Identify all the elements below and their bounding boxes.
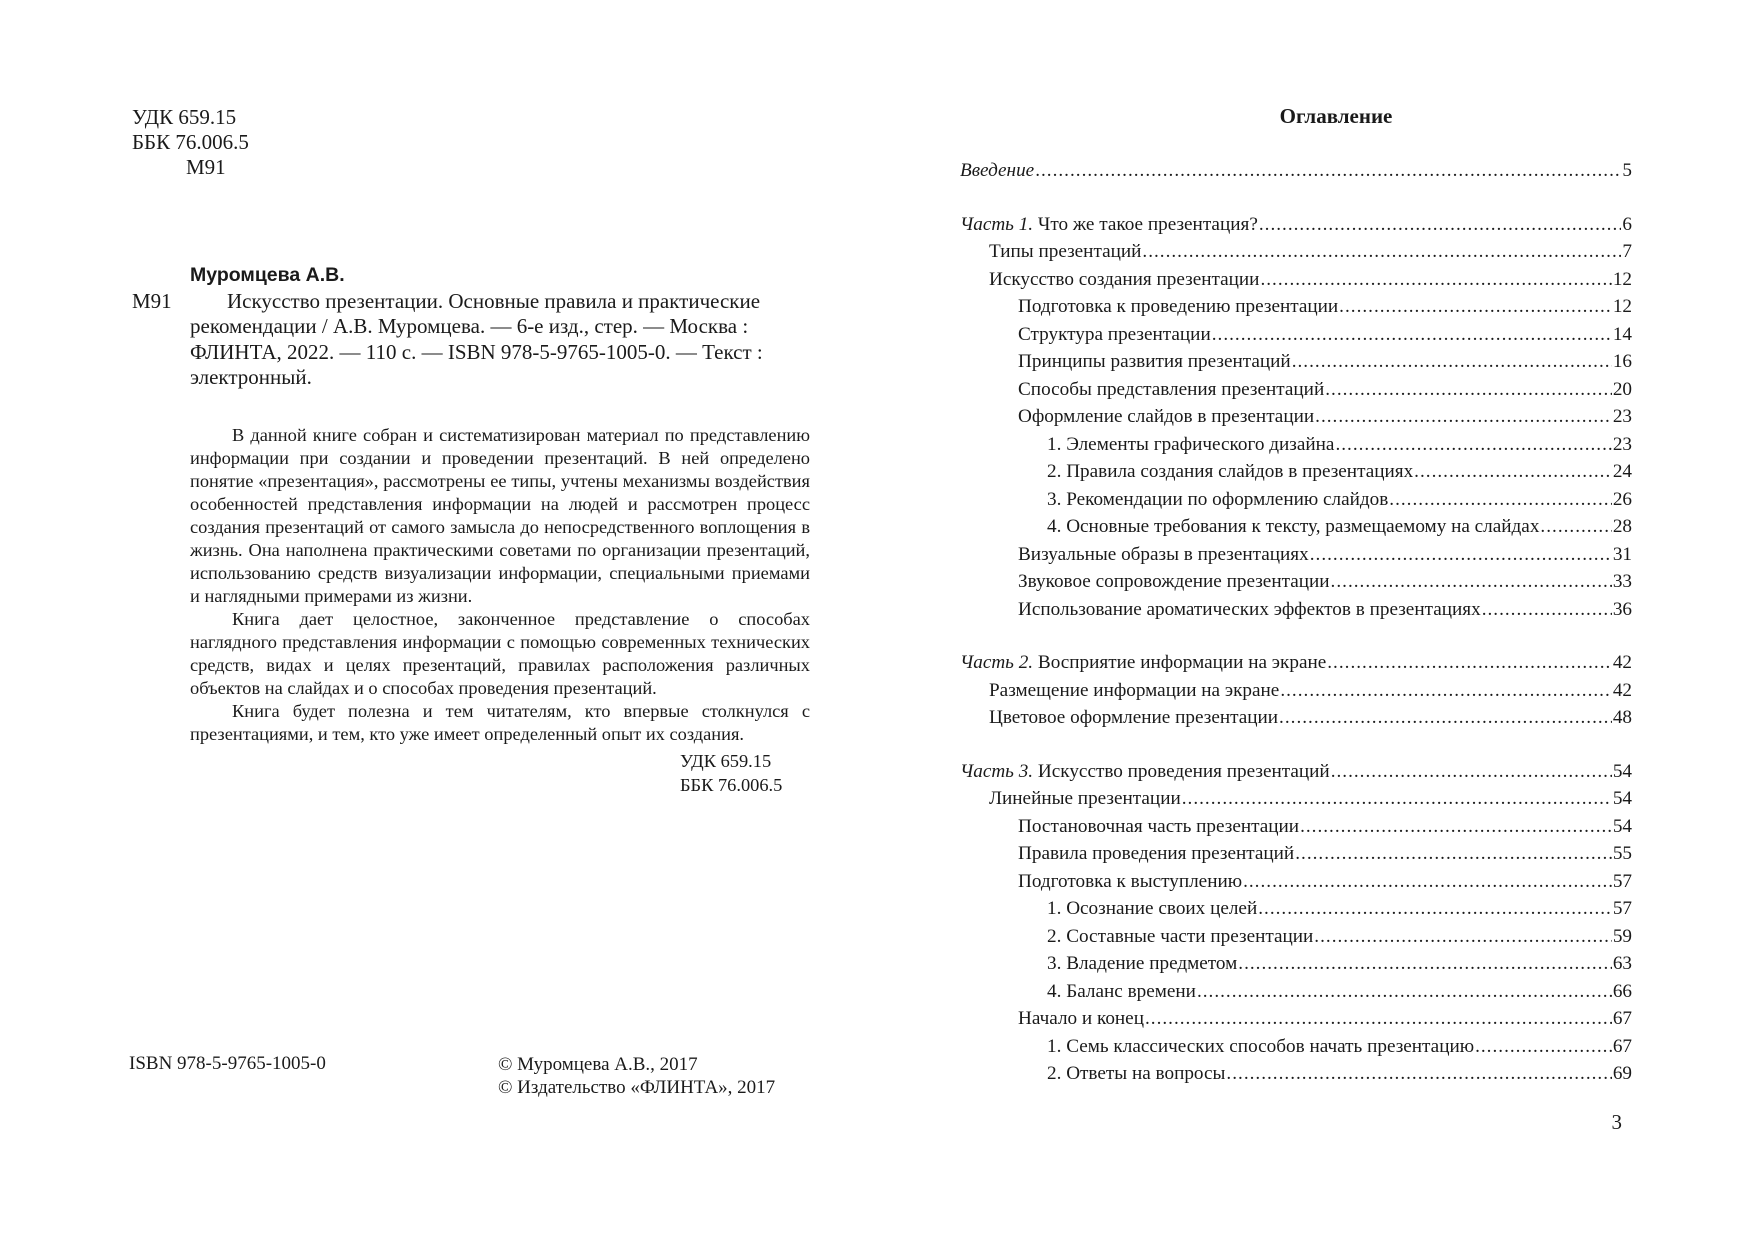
toc-entry-text: Подготовка к проведению презентации — [1018, 296, 1339, 317]
toc-entry-title — [1047, 516, 1539, 538]
toc-page-number: 69 — [1612, 1063, 1632, 1084]
toc-leader-dots — [1142, 241, 1621, 263]
entry-author-mark: М91 — [132, 288, 172, 313]
toc-page-number: 57 — [1612, 898, 1632, 919]
toc-entry — [960, 953, 1632, 981]
toc-entry-prefix: Часть 1. — [960, 213, 1034, 235]
toc-entry-title — [1047, 926, 1313, 948]
toc-entry — [960, 1008, 1632, 1036]
toc-entry-title — [960, 214, 1258, 236]
toc-leader-dots — [1414, 461, 1612, 483]
toc-entry-title — [1018, 544, 1309, 566]
toc-entry — [960, 214, 1632, 242]
toc-leader-dots — [1335, 434, 1611, 456]
toc-page-number: 36 — [1612, 598, 1632, 620]
toc-entry-title — [1018, 571, 1330, 593]
toc-page-number: 12 — [1612, 296, 1632, 317]
toc-leader-dots — [1035, 160, 1621, 182]
toc-entry-title — [1047, 434, 1334, 456]
toc-entry-text: Подготовка к выступлению — [1018, 870, 1243, 892]
toc-entry-title — [1047, 898, 1257, 920]
toc-entry-text: Визуальные образы в презентациях — [1018, 543, 1309, 565]
toc-entry — [960, 1036, 1632, 1064]
toc-entry-title — [1047, 461, 1413, 483]
toc-entry-title — [1018, 324, 1211, 346]
toc-entry-text: 2. Составные части презентации — [1047, 925, 1314, 947]
toc-entry — [960, 269, 1632, 297]
toc-entry-title — [989, 269, 1259, 291]
toc-entry-title — [1047, 489, 1388, 511]
toc-leader-dots — [1259, 214, 1622, 236]
toc-entry — [960, 571, 1632, 599]
toc-entry — [960, 241, 1632, 269]
annotation-bbk: ББК 76.006.5 — [680, 775, 783, 795]
toc-leader-dots — [1226, 1063, 1611, 1085]
toc-entry-prefix: Часть 2. — [960, 652, 1034, 673]
toc-entry-title — [1018, 1008, 1144, 1030]
toc-page-number: 23 — [1612, 406, 1632, 427]
toc-entry-text: 1. Элементы графического дизайна — [1047, 433, 1335, 455]
toc-entry-text: 4. Основные требования к тексту, размещаемому на слайдах — [1047, 516, 1540, 537]
table-of-contents — [960, 160, 1632, 1091]
toc-entry — [960, 489, 1632, 517]
toc-entry — [960, 788, 1632, 816]
toc-leader-dots — [1310, 544, 1612, 566]
right-page — [877, 0, 1755, 1240]
annotation-codes — [190, 749, 810, 797]
toc-entry — [960, 652, 1632, 680]
toc-leader-dots — [1295, 843, 1612, 865]
author-heading: Муромцева А.В. — [190, 264, 345, 286]
toc-leader-dots — [1279, 707, 1612, 729]
toc-leader-dots — [1182, 788, 1612, 810]
toc-page-number: 5 — [1622, 160, 1632, 181]
toc-leader-dots — [1280, 680, 1611, 702]
toc-page-number: 12 — [1612, 268, 1632, 290]
toc-entry-title — [1018, 599, 1481, 621]
isbn: ISBN 978-5-9765-1005-0 — [129, 1053, 326, 1074]
toc-entry-title — [989, 680, 1279, 702]
toc-entry-text: Правила проведения презентаций — [1018, 843, 1295, 864]
entry-line: Искусство презентации. Основные правила и практические — [227, 288, 761, 313]
toc-entry-text: Принципы развития презентаций — [1018, 351, 1291, 372]
toc-page-number: 16 — [1612, 351, 1632, 372]
toc-entry — [960, 680, 1632, 708]
toc-entry-title — [1047, 1036, 1474, 1058]
toc-entry-text: 1. Осознание своих целей — [1047, 898, 1258, 919]
toc-page-number: 14 — [1612, 323, 1632, 345]
toc-page-number: 67 — [1612, 1008, 1632, 1029]
toc-page-number: 24 — [1612, 461, 1632, 482]
toc-entry-text: Начало и конец — [1018, 1008, 1144, 1029]
toc-page-number: 54 — [1612, 760, 1632, 782]
toc-leader-dots — [1540, 516, 1611, 538]
annotation-udk: УДК 659.15 — [680, 751, 772, 771]
toc-entry — [960, 707, 1632, 735]
toc-entry-title — [1018, 406, 1314, 428]
toc-entry-prefix: Часть 3. — [960, 760, 1034, 782]
udk-code: УДК 659.15 — [132, 105, 237, 129]
toc-leader-dots — [1145, 1008, 1612, 1030]
toc-entry-text: Структура презентации — [1018, 323, 1211, 345]
toc-page-number: 59 — [1612, 925, 1632, 947]
toc-entry — [960, 544, 1632, 572]
toc-entry-text: Использование ароматических эффектов в презентациях — [1018, 598, 1481, 620]
toc-leader-dots — [1243, 871, 1612, 893]
toc-entry-text: Восприятие информации на экране — [1037, 652, 1327, 673]
toc-entry-title — [1018, 843, 1294, 865]
toc-entry-title — [960, 652, 1326, 674]
toc-entry-text: Звуковое сопровождение презентации — [1018, 571, 1330, 592]
copyright-author: © Муромцева А.В., 2017 — [498, 1054, 698, 1075]
toc-entry — [960, 379, 1632, 407]
toc-leader-dots — [1260, 269, 1611, 291]
toc-leader-dots — [1327, 652, 1612, 674]
toc-entry-title — [1047, 1063, 1225, 1085]
toc-entry-text: 4. Баланс времени — [1047, 980, 1196, 1002]
toc-entry-text: 1. Семь классических способов начать презентацию — [1047, 1035, 1475, 1057]
left-page — [0, 0, 877, 1240]
toc-leader-dots — [1315, 406, 1612, 428]
toc-page-number: 55 — [1612, 843, 1632, 864]
entry-line: электронный. — [190, 365, 312, 389]
toc-entry-prefix: Введение — [960, 160, 1035, 181]
toc-page-number: 54 — [1612, 815, 1632, 837]
toc-entry-title — [1018, 379, 1324, 401]
toc-page-number: 48 — [1612, 707, 1632, 728]
toc-entry — [960, 926, 1632, 954]
toc-entry — [960, 296, 1632, 324]
copyright-publisher: © Издательство «ФЛИНТА», 2017 — [498, 1077, 776, 1098]
toc-entry — [960, 871, 1632, 899]
toc-entry — [960, 1063, 1632, 1091]
toc-entry-title — [1018, 296, 1338, 318]
toc-page-number: 28 — [1612, 516, 1632, 537]
toc-entry-text: 2. Ответы на вопросы — [1047, 1063, 1226, 1084]
toc-leader-dots — [1314, 926, 1612, 948]
toc-entry-text: Оформление слайдов в презентации — [1018, 406, 1315, 427]
toc-entry — [960, 516, 1632, 544]
toc-page-number: 42 — [1612, 679, 1632, 701]
toc-entry-title — [1018, 816, 1299, 838]
toc-entry-title — [960, 160, 1034, 182]
copyright-block — [498, 1053, 775, 1099]
toc-entry — [960, 816, 1632, 844]
toc-leader-dots — [1212, 324, 1612, 346]
toc-page-number: 67 — [1612, 1035, 1632, 1057]
toc-entry-title — [1018, 871, 1242, 893]
toc-entry — [960, 981, 1632, 1009]
page-number: 3 — [1611, 1110, 1622, 1134]
toc-leader-dots — [1300, 816, 1612, 838]
toc-page-number: 7 — [1622, 241, 1632, 262]
toc-entry-text: Цветовое оформление презентации — [989, 707, 1279, 728]
toc-entry — [960, 434, 1632, 462]
annotation — [190, 424, 810, 797]
toc-leader-dots — [1238, 953, 1612, 975]
annotation-paragraph: Книга будет полезна и тем читателям, кто впервые столкнулся с презентациями, и тем, кто уже имеет определенный опыт их создания. — [190, 701, 810, 744]
toc-entry-text: 3. Владение предметом — [1047, 953, 1238, 974]
entry-line: рекомендации / А.В. Муромцева. — 6-е изд., стер. — Москва : — [190, 314, 749, 338]
toc-leader-dots — [1339, 296, 1612, 318]
toc-entry-text: Размещение информации на экране — [989, 679, 1280, 701]
toc-entry-text: Способы представления презентаций — [1018, 378, 1325, 400]
toc-leader-dots — [1331, 571, 1612, 593]
toc-page-number: 33 — [1612, 571, 1632, 592]
toc-page-number: 6 — [1622, 213, 1632, 235]
toc-entry — [960, 406, 1632, 434]
toc-leader-dots — [1331, 761, 1612, 783]
toc-page-number: 66 — [1612, 980, 1632, 1002]
toc-entry — [960, 898, 1632, 926]
toc-entry-text: Искусство создания презентации — [989, 268, 1260, 290]
toc-page-number: 63 — [1612, 953, 1632, 974]
toc-page-number: 20 — [1612, 378, 1632, 400]
toc-entry-title — [960, 761, 1330, 783]
entry-line: ФЛИНТА, 2022. — 110 с. — ISBN 978-5-9765-1005-0. — Текст : — [190, 339, 763, 364]
toc-entry — [960, 599, 1632, 627]
annotation-paragraph: В данной книге собран и систематизирован материал по представлению информации при создании и проведении презентаций. В ней определено понятие «презентация», рассмотрены ее типы, учтены механизмы воздействия особенностей представления информации на людей и рассмотрен процесс создания презентаций от самого замысла до непосредственного воплощения в жизнь. Она наполнена практическими советами по организации презентаций, использованию средств визуализации информации, специальными приемами и наглядными примерами из жизни. — [190, 425, 810, 606]
toc-page-number: 54 — [1612, 788, 1632, 809]
annotation-paragraph: Книга дает целостное, законченное представление о способах наглядного представления информации с помощью современных технических средств, видах и целях презентаций, правилах расположения различных объектов на слайдах и о способах проведения презентаций. — [190, 609, 810, 698]
toc-entry-text: Типы презентаций — [989, 241, 1142, 262]
author-mark: М91 — [186, 155, 226, 179]
classification-codes — [132, 105, 249, 180]
toc-entry-text: Постановочная часть презентации — [1018, 815, 1300, 837]
toc-entry-title — [989, 241, 1141, 263]
toc-entry — [960, 843, 1632, 871]
bibliographic-record — [132, 263, 810, 391]
toc-leader-dots — [1197, 981, 1612, 1003]
toc-page-number: 57 — [1612, 870, 1632, 892]
toc-entry-text: Линейные презентации — [989, 788, 1181, 809]
toc-entry-title — [1018, 351, 1291, 373]
toc-page-number: 26 — [1612, 488, 1632, 510]
toc-entry — [960, 461, 1632, 489]
toc-leader-dots — [1292, 351, 1612, 373]
toc-entry — [960, 351, 1632, 379]
toc-leader-dots — [1482, 599, 1612, 621]
toc-entry-text: 3. Рекомендации по оформлению слайдов — [1047, 488, 1389, 510]
toc-page-number: 23 — [1612, 433, 1632, 455]
toc-entry-text: Что же такое презентация? — [1037, 213, 1258, 235]
toc-leader-dots — [1258, 898, 1612, 920]
toc-entry — [960, 324, 1632, 352]
toc-leader-dots — [1475, 1036, 1612, 1058]
toc-page-number: 42 — [1612, 652, 1632, 673]
toc-title: Оглавление — [1279, 104, 1393, 128]
toc-entry-title — [1047, 953, 1237, 975]
toc-page-number: 31 — [1612, 543, 1632, 565]
bibliographic-entry — [132, 289, 810, 391]
bbk-code: ББК 76.006.5 — [132, 130, 249, 154]
toc-leader-dots — [1325, 379, 1612, 401]
toc-entry-text: Искусство проведения презентаций — [1037, 760, 1330, 782]
toc-entry-title — [1047, 981, 1196, 1003]
toc-entry-title — [989, 707, 1278, 729]
toc-entry-text: 2. Правила создания слайдов в презентациях — [1047, 461, 1414, 482]
toc-entry — [960, 160, 1632, 188]
toc-entry — [960, 761, 1632, 789]
toc-leader-dots — [1389, 489, 1612, 511]
toc-entry-title — [989, 788, 1181, 810]
